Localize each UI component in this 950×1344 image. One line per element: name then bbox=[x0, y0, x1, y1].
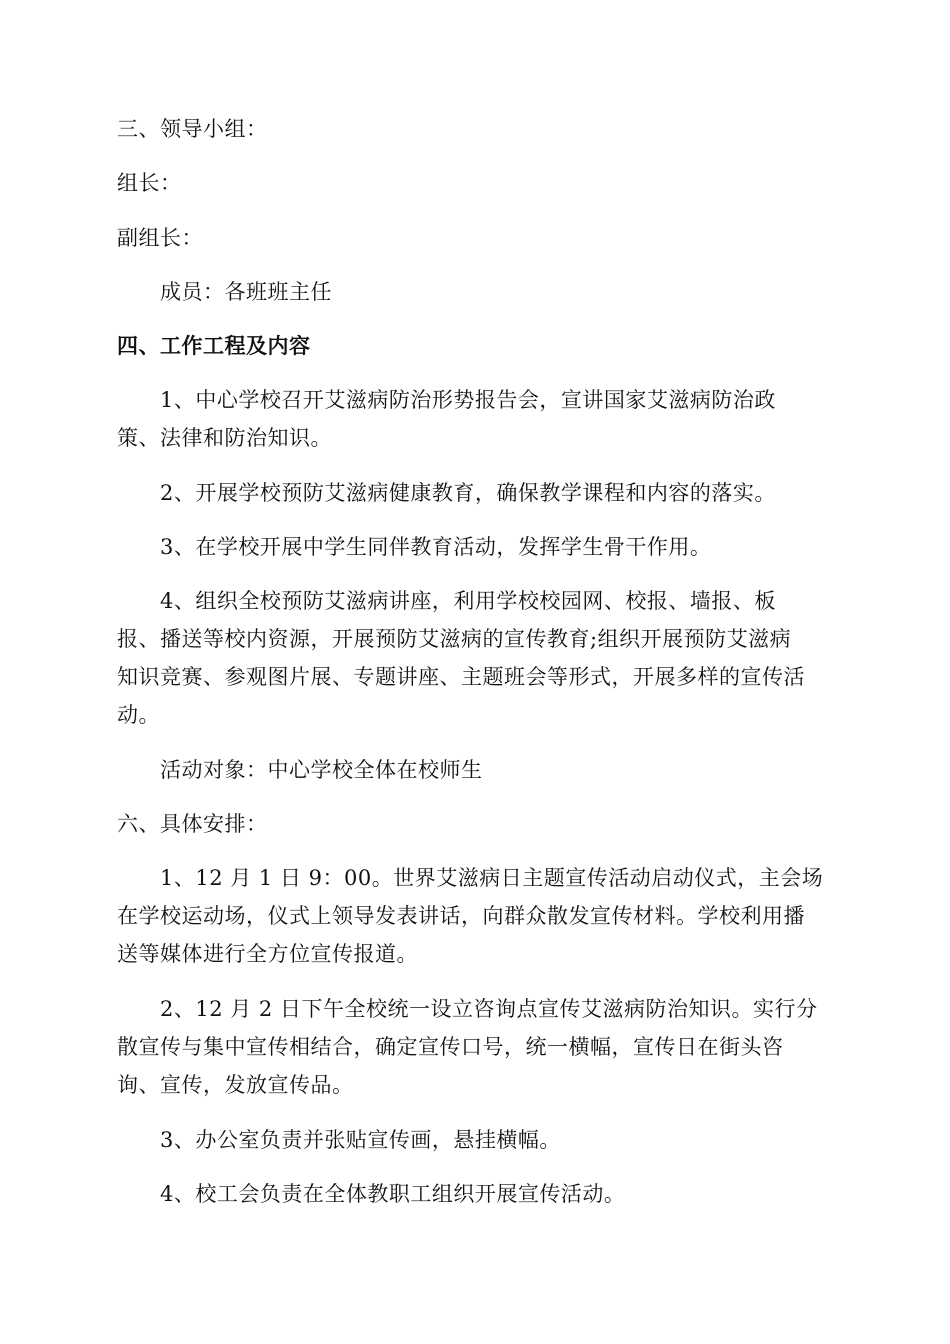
item-1-line-1: 1、中心学校召开艾滋病防治形势报告会，宣讲国家艾滋病防治政 bbox=[160, 388, 776, 412]
plan-3: 3、办公室负责并张贴宣传画，悬挂横幅。 bbox=[160, 1128, 561, 1152]
plan-1-line-3: 送等媒体进行全方位宣传报道。 bbox=[117, 942, 418, 966]
item-4-line-4: 动。 bbox=[117, 703, 160, 727]
item-3: 3、在学校开展中学生同伴教育活动，发挥学生骨干作用。 bbox=[160, 535, 712, 559]
plan-2-line-1: 2、12 月 2 日下午全校统一设立咨询点宣传艾滋病防治知识。实行分 bbox=[160, 997, 818, 1021]
plan-1-line-2: 在学校运动场，仪式上领导发表讲话，向群众散发宣传材料。学校利用播 bbox=[117, 904, 805, 928]
audience-line: 活动对象：中心学校全体在校师生 bbox=[160, 758, 483, 782]
plan-1-line-1: 1、12 月 1 日 9：00。世界艾滋病日主题宣传活动启动仪式，主会场 bbox=[160, 866, 824, 890]
item-4-line-1: 4、组织全校预防艾滋病讲座，利用学校校园网、校报、墙报、板 bbox=[160, 589, 776, 613]
item-4-line-2: 报、播送等校内资源，开展预防艾滋病的宣传教育;组织开展预防艾滋病 bbox=[117, 627, 792, 651]
item-1-line-2: 策、法律和防治知识。 bbox=[117, 426, 332, 450]
section-4-heading: 四、工作工程及内容 bbox=[117, 333, 311, 358]
section-3-heading: 三、领导小组： bbox=[117, 117, 268, 141]
members-line: 成员：各班班主任 bbox=[160, 280, 332, 304]
section-6-heading: 六、具体安排： bbox=[117, 812, 268, 836]
item-4-line-3: 知识竞赛、参观图片展、专题讲座、主题班会等形式，开展多样的宣传活 bbox=[117, 665, 805, 689]
leader-line: 组长： bbox=[117, 171, 182, 195]
plan-2-line-2: 散宣传与集中宣传相结合，确定宣传口号，统一横幅，宣传日在街头咨 bbox=[117, 1035, 784, 1059]
item-2: 2、开展学校预防艾滋病健康教育，确保教学课程和内容的落实。 bbox=[160, 481, 776, 505]
plan-4: 4、校工会负责在全体教职工组织开展宣传活动。 bbox=[160, 1182, 626, 1206]
deputy-leader-line: 副组长： bbox=[117, 226, 203, 250]
plan-2-line-3: 询、宣传，发放宣传品。 bbox=[117, 1073, 354, 1097]
